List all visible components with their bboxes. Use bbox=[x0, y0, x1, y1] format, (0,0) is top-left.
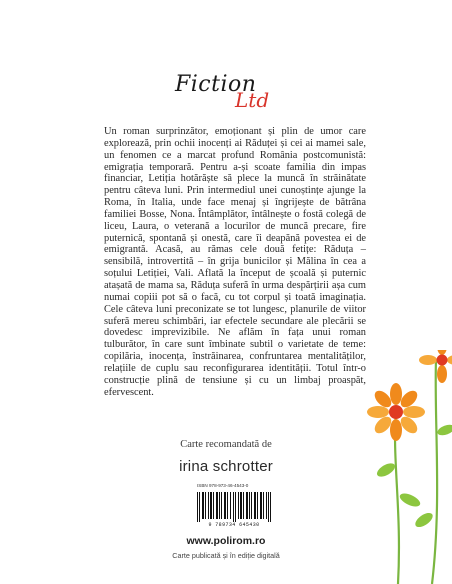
isbn-text: ISBN 978-973-46-4543-0 bbox=[197, 483, 249, 488]
logo-ltd-text: Ltd bbox=[235, 88, 270, 112]
stem-right bbox=[432, 360, 437, 584]
leaf-1 bbox=[375, 461, 397, 480]
publisher-website: www.polirom.ro bbox=[186, 535, 266, 547]
recommendation-label: Carte recomandată de bbox=[180, 439, 272, 450]
fiction-ltd-logo bbox=[175, 72, 295, 112]
digital-edition-note: Carte publicată și în ediție digitală bbox=[172, 551, 280, 560]
barcode-digits: 9 789734 645430 bbox=[208, 522, 260, 528]
recommending-author: irina schrotter bbox=[179, 458, 273, 475]
logo-fiction-text: Fiction bbox=[175, 72, 257, 97]
leaf-2 bbox=[398, 491, 422, 509]
leaf-4 bbox=[413, 510, 435, 530]
barcode-image bbox=[196, 492, 272, 522]
leaf-3 bbox=[436, 423, 452, 438]
book-blurb: Un roman surprinzător, emoționant și plin de umor care explorează, prin ochii inocenți ai Răduței și cei ai mamei sale, un fenomen ce a marcat profund România postcomunistă: emigrația temporară. Pentru a-și scoate familia din impas financiar, Letiția hotărăște să plece la muncă în străinătate pentru câteva luni. Prin intermediul unei cunoștințe ajunge la Roma, în Italia, unde face menaj și îngrijește de bătrâna familiei Bosse, Nona. Întâmplător, întâlnește o fostă colegă de liceu, Laura, o veterană a locurilor de muncă precare, fire puternică, spontană și onestă, care îi deapănă povestea ei de emigrantă. Acasă, au rămas cele două fetițe: Răduța – sensibilă, introvertită – în grija bunicilor și Mălina în cea a soțului Letiției, Vali. Aflată la început de școală și puternic atașată de mama sa, Răduța suferă în urma despărțirii așa cum numai copiii pot să o facă, cu tot corpul și toată imaginația. Cele câteva luni preconizate se tot lungesc, planurile de viitor suferă mereu schimbări, iar efectele secundare ale plecării se dovedesc imprevizibile. Ne aflăm în fața unui roman tulburător, în care sunt îmbinate subtil o varietate de teme: copilăria, inocența, înstrăinarea, confruntarea mentalităților, relațiile de cuplu sau reconfigurarea identității. Totul într-o construcție plină de tensiune și cu un limbaj proaspăt, efervescent. bbox=[104, 126, 366, 398]
flowers-illustration bbox=[362, 350, 452, 584]
flower-left bbox=[367, 383, 425, 441]
